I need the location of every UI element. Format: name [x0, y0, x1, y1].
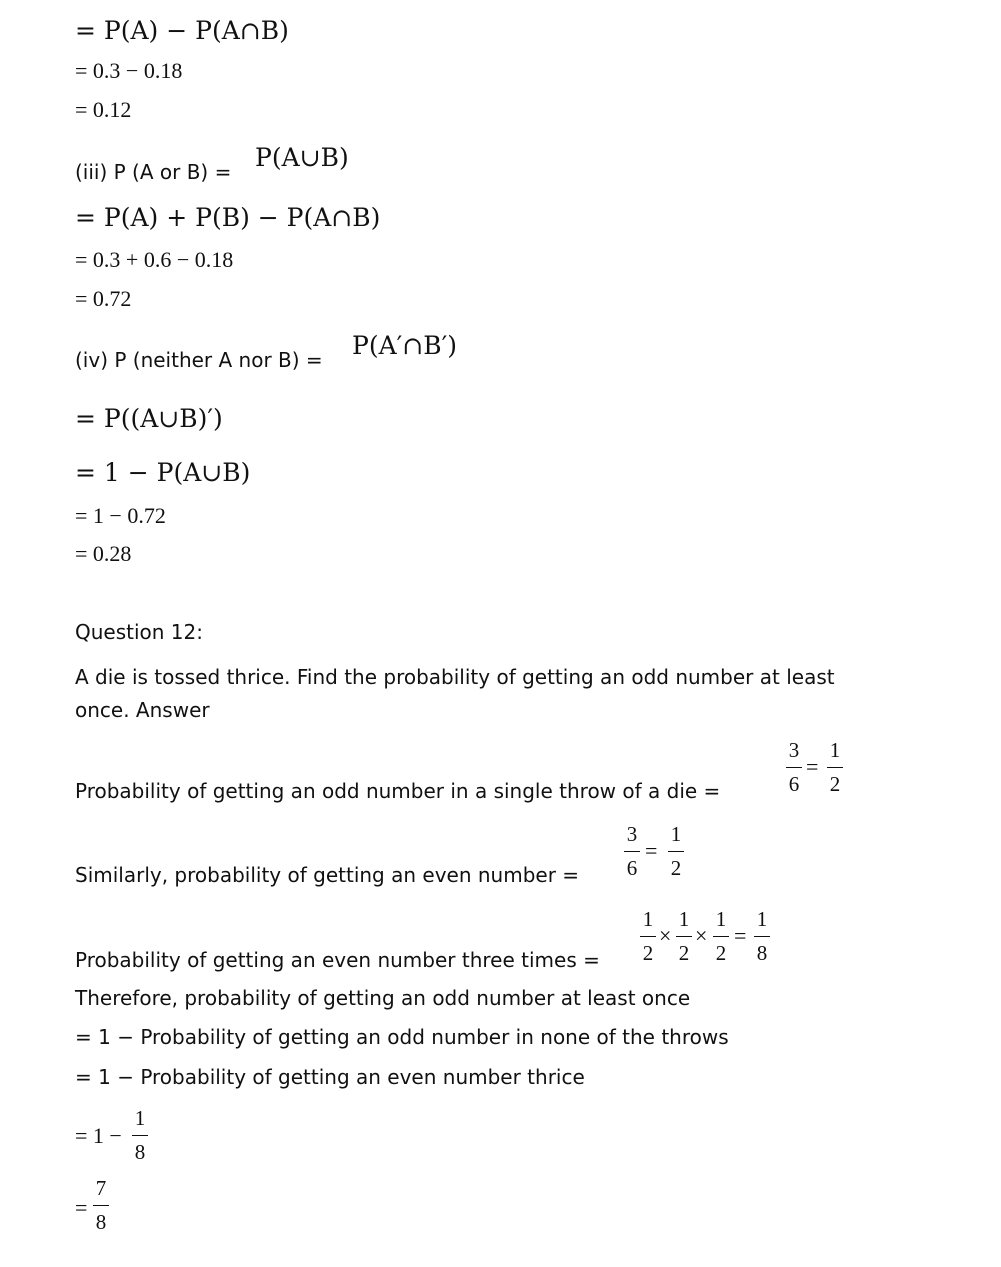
- numerator: 7: [95, 1176, 107, 1200]
- therefore-text: Therefore, probability of getting an odd number at least once: [75, 986, 691, 1010]
- denominator: 2: [670, 856, 682, 880]
- step-1-text: = 1 − Probability of getting an odd number in none of the throws: [75, 1025, 729, 1049]
- equals-sign: =: [734, 923, 747, 948]
- odd-single-throw-text: Probability of getting an odd number in a single throw of a die =: [75, 779, 721, 803]
- numerator: 1: [642, 907, 654, 931]
- denominator: 6: [626, 856, 638, 880]
- times-sign: ×: [695, 923, 708, 948]
- question-text-line-1: A die is tossed thrice. Find the probability of getting an odd number at least: [75, 665, 835, 689]
- denominator: 2: [678, 941, 690, 965]
- part-iii-label: (iii) P (A or B) =: [75, 160, 232, 184]
- numerator: 3: [626, 822, 638, 846]
- times-sign: ×: [659, 923, 672, 948]
- numerator: 1: [756, 907, 768, 931]
- part-iv-line-2: = 1 − P(A∪B): [75, 458, 251, 487]
- even-three-times-text: Probability of getting an even number three times =: [75, 948, 600, 972]
- fraction-one-half: [676, 909, 692, 964]
- numerator: 1: [134, 1106, 146, 1130]
- part-iii-expression: P(A∪B): [255, 143, 349, 172]
- equals-prefix: =: [75, 1195, 88, 1220]
- part-iv-line-4: = 0.28: [75, 541, 132, 566]
- even-single-throw-text: Similarly, probability of getting an even number =: [75, 863, 580, 887]
- one-minus-prefix: = 1 −: [75, 1123, 122, 1148]
- step-2-text: = 1 − Probability of getting an even number thrice: [75, 1065, 585, 1089]
- denominator: 2: [642, 941, 654, 965]
- denominator: 2: [829, 772, 841, 796]
- part-ii-line-3: = 0.12: [75, 97, 132, 122]
- part-ii-line-1: = P(A) − P(A∩B): [75, 16, 289, 45]
- fraction-seven-eighths: [93, 1178, 109, 1233]
- part-iii-line-2: = 0.3 + 0.6 − 0.18: [75, 247, 234, 272]
- numerator: 1: [715, 907, 727, 931]
- fraction-three-sixths: [786, 740, 802, 795]
- equals-sign: =: [645, 838, 658, 863]
- part-iii-line-3: = 0.72: [75, 286, 132, 311]
- part-iv-line-1: = P((A∪B)′): [75, 404, 223, 433]
- part-iv-label: (iv) P (neither A nor B) =: [75, 348, 323, 372]
- denominator: 8: [756, 941, 768, 965]
- denominator: 2: [715, 941, 727, 965]
- part-iv-line-3: = 1 − 0.72: [75, 503, 166, 528]
- fraction-one-half: [640, 909, 656, 964]
- equals-sign: =: [806, 754, 819, 779]
- fraction-one-eighth: [132, 1108, 148, 1163]
- numerator: 1: [829, 738, 841, 762]
- fraction-three-sixths: [624, 824, 640, 879]
- fraction-one-eighth: [754, 909, 770, 964]
- fraction-one-half: [713, 909, 729, 964]
- denominator: 6: [788, 772, 800, 796]
- numerator: 3: [788, 738, 800, 762]
- denominator: 8: [134, 1140, 146, 1164]
- part-ii-line-2: = 0.3 − 0.18: [75, 58, 183, 83]
- part-iv-expression: P(A′∩B′): [352, 331, 458, 360]
- question-text-line-2: once. Answer: [75, 698, 210, 722]
- question-heading: Question 12:: [75, 620, 203, 644]
- part-iii-line-1: = P(A) + P(B) − P(A∩B): [75, 203, 381, 232]
- fraction-one-half: [827, 740, 843, 795]
- numerator: 1: [678, 907, 690, 931]
- fraction-one-half: [668, 824, 684, 879]
- numerator: 1: [670, 822, 682, 846]
- denominator: 8: [95, 1210, 107, 1234]
